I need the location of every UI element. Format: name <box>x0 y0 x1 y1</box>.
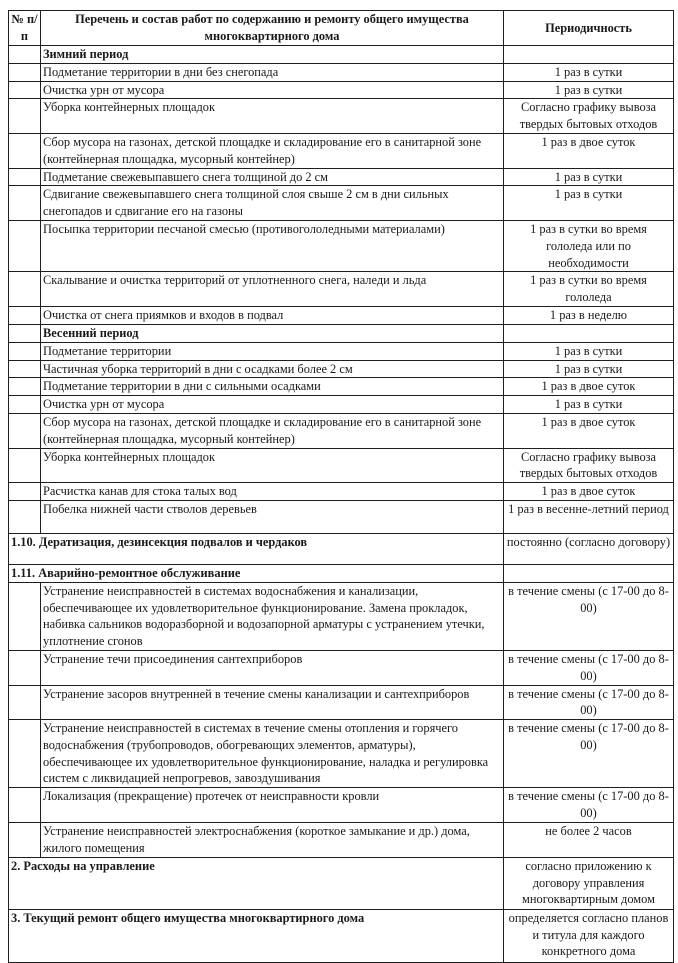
row-number-cell <box>9 650 41 685</box>
work-description: Побелка нижней части стволов деревьев <box>41 500 504 533</box>
periodicity-cell: 1 раз в сутки <box>504 396 674 414</box>
period-title: Зимний период <box>41 46 504 64</box>
work-description: Подметание территории в дни с сильными осадками <box>41 378 504 396</box>
periodicity-cell: 1 раз в двое суток <box>504 133 674 168</box>
work-description: Сбор мусора на газонах, детской площадке и складирование его в санитарной зоне (контейнерная площадка, мусорный контейнер) <box>41 413 504 448</box>
table-row <box>9 448 674 483</box>
row-number-cell <box>9 685 41 720</box>
section-heading-row <box>9 564 674 582</box>
periodicity-cell: 1 раз в сутки <box>504 342 674 360</box>
table-row <box>9 272 674 307</box>
row-number-cell <box>9 448 41 483</box>
table-row <box>9 396 674 414</box>
row-number-cell <box>9 306 41 324</box>
periodicity-cell: 1 раз в весенне-летний период <box>504 500 674 533</box>
periodicity-cell: постоянно (согласно договору) <box>504 533 674 564</box>
periodicity-cell: 1 раз в сутки во время гололеда или по необходимости <box>504 220 674 271</box>
row-number-cell <box>9 81 41 99</box>
work-description: Устранение неисправностей в системах водоснабжения и канализации, обеспечивающее их удовлетворительное функционирование. Замена прокладок, набивка сальников водоразборной и водозапорной арматуры с устранением утечки, уплотнение сгонов <box>41 582 504 650</box>
periodicity-cell: 1 раз в двое суток <box>504 378 674 396</box>
section-heading-row <box>9 857 674 909</box>
periodicity-cell: 1 раз в сутки <box>504 360 674 378</box>
row-number-cell <box>9 483 41 501</box>
row-number-cell <box>9 342 41 360</box>
periodicity-cell: Согласно графику вывоза твердых бытовых отходов <box>504 448 674 483</box>
table-row <box>9 99 674 134</box>
work-description: Сдвигание свежевыпавшего снега толщиной слоя свыше 2 см в дни сильных снегопадов и сдвигание его на газоны <box>41 186 504 221</box>
row-number-cell <box>9 220 41 271</box>
periodicity-cell: в течение смены (с 17-00 до 8-00) <box>504 788 674 823</box>
row-number-cell <box>9 582 41 650</box>
table-row <box>9 650 674 685</box>
table-row <box>9 500 674 533</box>
row-number-cell <box>9 396 41 414</box>
row-number-cell <box>9 378 41 396</box>
periodicity-cell: Согласно графику вывоза твердых бытовых отходов <box>504 99 674 134</box>
periodicity-cell: 1 раз в сутки <box>504 63 674 81</box>
row-number-cell <box>9 63 41 81</box>
work-description: Устранение течи присоединения сантехприборов <box>41 650 504 685</box>
work-description: Очистка урн от мусора <box>41 396 504 414</box>
period-row <box>9 324 674 342</box>
work-description: Очистка от снега приямков и входов в подвал <box>41 306 504 324</box>
table-row <box>9 685 674 720</box>
work-description: Устранение засоров внутренней в течение смены канализации и сантехприборов <box>41 685 504 720</box>
heading-description: 1.11. Аварийно-ремонтное обслуживание <box>9 564 504 582</box>
table-row <box>9 720 674 788</box>
table-row <box>9 168 674 186</box>
heading-description: 1.10. Дератизация, дезинсекция подвалов и чердаков <box>9 533 504 564</box>
table-row <box>9 81 674 99</box>
period-row <box>9 46 674 64</box>
periodicity-cell: 1 раз в сутки во время гололеда <box>504 272 674 307</box>
work-description: Расчистка канав для стока талых вод <box>41 483 504 501</box>
section-heading-row <box>9 533 674 564</box>
row-number-cell <box>9 272 41 307</box>
periodicity-cell: в течение смены (с 17-00 до 8-00) <box>504 685 674 720</box>
row-number-cell <box>9 133 41 168</box>
table-row <box>9 342 674 360</box>
table-row <box>9 483 674 501</box>
heading-description: 3. Текущий ремонт общего имущества многоквартирного дома <box>9 909 504 962</box>
work-description: Локализация (прекращение) протечек от неисправности кровли <box>41 788 504 823</box>
section-heading-row <box>9 909 674 962</box>
period-title: Весенний период <box>41 324 504 342</box>
work-description: Скалывание и очистка территорий от уплотненного снега, наледи и льда <box>41 272 504 307</box>
row-number-cell <box>9 822 41 857</box>
works-table <box>8 10 674 963</box>
periodicity-cell: согласно приложению к договору управления многоквартирным домом <box>504 857 674 909</box>
table-row <box>9 133 674 168</box>
periodicity-cell: 1 раз в неделю <box>504 306 674 324</box>
periodicity-cell: 1 раз в двое суток <box>504 413 674 448</box>
periodicity-cell <box>504 46 674 64</box>
table-row <box>9 186 674 221</box>
work-description: Уборка контейнерных площадок <box>41 99 504 134</box>
periodicity-cell: в течение смены (с 17-00 до 8-00) <box>504 720 674 788</box>
work-description: Сбор мусора на газонах, детской площадке и складирование его в санитарной зоне (контейнерная площадка, мусорный контейнер) <box>41 133 504 168</box>
column-header-periodicity: Периодичность <box>504 11 674 46</box>
table-row <box>9 378 674 396</box>
table-header-row <box>9 11 674 46</box>
periodicity-cell: 1 раз в двое суток <box>504 483 674 501</box>
heading-description: 2. Расходы на управление <box>9 857 504 909</box>
table-row <box>9 822 674 857</box>
work-description: Устранение неисправностей электроснабжения (короткое замыкание и др.) дома, жилого помещения <box>41 822 504 857</box>
work-description: Подметание свежевыпавшего снега толщиной до 2 см <box>41 168 504 186</box>
periodicity-cell: 1 раз в сутки <box>504 186 674 221</box>
row-number-cell <box>9 46 41 64</box>
row-number-cell <box>9 788 41 823</box>
periodicity-cell: определяется согласно планов и титула для каждого конкретного дома <box>504 909 674 962</box>
table-row <box>9 63 674 81</box>
periodicity-cell: в течение смены (с 17-00 до 8-00) <box>504 650 674 685</box>
work-description: Подметание территории в дни без снегопада <box>41 63 504 81</box>
work-description: Подметание территории <box>41 342 504 360</box>
column-header-description: Перечень и состав работ по содержанию и ремонту общего имущества многоквартирного дома <box>41 11 504 46</box>
work-description: Посыпка территории песчаной смесью (противогололедными материалами) <box>41 220 504 271</box>
table-row <box>9 413 674 448</box>
periodicity-cell <box>504 564 674 582</box>
row-number-cell <box>9 324 41 342</box>
periodicity-cell: 1 раз в сутки <box>504 168 674 186</box>
table-body <box>9 46 674 963</box>
row-number-cell <box>9 720 41 788</box>
row-number-cell <box>9 99 41 134</box>
periodicity-cell: в течение смены (с 17-00 до 8-00) <box>504 582 674 650</box>
table-row <box>9 306 674 324</box>
table-row <box>9 220 674 271</box>
periodicity-cell <box>504 324 674 342</box>
work-description: Очистка урн от мусора <box>41 81 504 99</box>
row-number-cell <box>9 413 41 448</box>
periodicity-cell: 1 раз в сутки <box>504 81 674 99</box>
work-description: Частичная уборка территорий в дни с осадками более 2 см <box>41 360 504 378</box>
periodicity-cell: не более 2 часов <box>504 822 674 857</box>
row-number-cell <box>9 360 41 378</box>
row-number-cell <box>9 168 41 186</box>
row-number-cell <box>9 500 41 533</box>
table-row <box>9 360 674 378</box>
row-number-cell <box>9 186 41 221</box>
work-description: Уборка контейнерных площадок <box>41 448 504 483</box>
table-row <box>9 582 674 650</box>
column-header-number: № п/п <box>9 11 41 46</box>
table-row <box>9 788 674 823</box>
work-description: Устранение неисправностей в системах в течение смены отопления и горячего водоснабжения (трубопроводов, обогревающих элементов, арматуры), обеспечивающее их удовлетворительное функционирование, наладка и регулировка систем с ликвидацией непрогревов, завоздушивания <box>41 720 504 788</box>
